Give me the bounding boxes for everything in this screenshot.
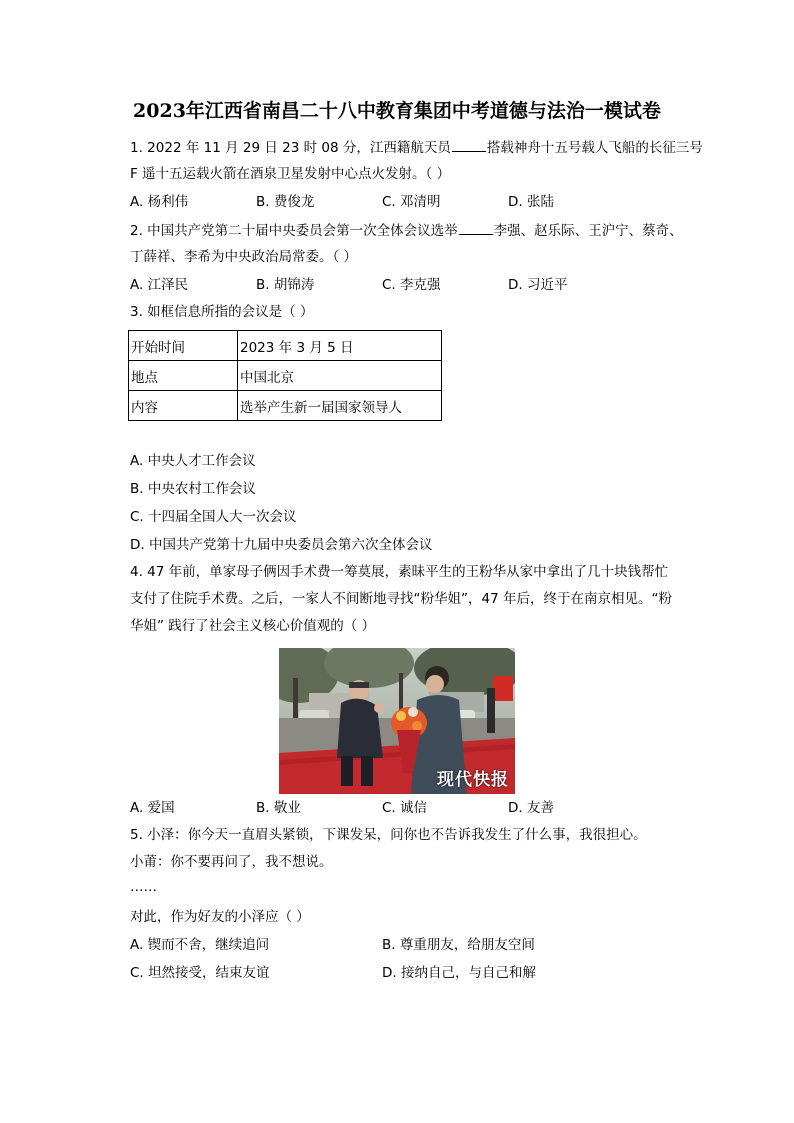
q5-option-a: A. 锲而不舍，继续追问 xyxy=(130,937,270,953)
table-row xyxy=(129,331,442,361)
table-row xyxy=(129,361,442,391)
question-2-text-b: 李强、赵乐际、王沪宁、蔡奇、 xyxy=(493,223,683,239)
question-1-text-a: 1. 2022 年 11 月 29 日 23 时 08 分，江西籍航天员 xyxy=(130,140,451,156)
question-5-line-3: …… xyxy=(130,879,157,895)
q3-option-b: B. 中央农村工作会议 xyxy=(130,481,256,497)
question-5-line-1: 5. 小泽：你今天一直眉头紧锁，下课发呆，问你也不告诉我发生了什么事，我很担心。 xyxy=(130,827,647,843)
q4-option-c: C. 诚信 xyxy=(382,800,428,816)
question-2-line-2: 丁薛祥、李希为中央政治局常委。（ ） xyxy=(130,249,358,265)
q2-option-d: D. 习近平 xyxy=(508,277,568,293)
question-3-line-1: 3. 如框信息所指的会议是（ ） xyxy=(130,304,314,320)
table-row xyxy=(129,391,442,421)
info-table xyxy=(128,330,442,421)
table-value: 选举产生新一届国家领导人 xyxy=(238,391,442,421)
table-key: 开始时间 xyxy=(129,331,238,361)
q3-option-c: C. 十四届全国人大一次会议 xyxy=(130,509,297,525)
news-photo xyxy=(279,648,515,794)
q5-option-c: C. 坦然接受，结束友谊 xyxy=(130,965,270,981)
question-4-line-3: 华姐” 践行了社会主义核心价值观的（ ） xyxy=(130,618,376,634)
q5-option-b: B. 尊重朋友，给朋友空间 xyxy=(382,937,535,953)
q1-option-c: C. 邓清明 xyxy=(382,194,441,210)
question-5-line-4: 对此，作为好友的小泽应（ ） xyxy=(130,909,310,925)
q3-option-a: A. 中央人才工作会议 xyxy=(130,453,256,469)
q2-option-c: C. 李克强 xyxy=(382,277,441,293)
question-5-line-2: 小莆：你不要再问了，我不想说。 xyxy=(130,854,333,870)
table-key: 地点 xyxy=(129,361,238,391)
q4-option-a: A. 爱国 xyxy=(130,800,175,816)
table-value: 中国北京 xyxy=(238,361,442,391)
answer-blank xyxy=(452,138,486,152)
q1-option-a: A. 杨利伟 xyxy=(130,194,189,210)
question-2-line-1 xyxy=(130,221,683,240)
question-2-text-a: 2. 中国共产党第二十届中央委员会第一次全体会议选举 xyxy=(130,223,458,239)
q1-option-d: D. 张陆 xyxy=(508,194,554,210)
q5-option-d: D. 接纳自己，与自己和解 xyxy=(382,965,536,981)
table-key: 内容 xyxy=(129,391,238,421)
q2-option-a: A. 江泽民 xyxy=(130,277,189,293)
question-1-line-1 xyxy=(130,138,703,157)
question-4-line-1: 4. 47 年前，单家母子俩因手术费一筹莫展，素昧平生的王粉华从家中拿出了几十块钱帮忙 xyxy=(130,564,669,580)
q3-option-d: D. 中国共产党第十九届中央委员会第六次全体会议 xyxy=(130,537,433,553)
q2-option-b: B. 胡锦涛 xyxy=(256,277,315,293)
question-1-line-2: F 遥十五运载火箭在酒泉卫星发射中心点火发射。（ ） xyxy=(130,166,451,182)
question-1-text-b: 搭载神舟十五号载人飞船的长征三号 xyxy=(486,140,703,156)
q4-option-b: B. 敬业 xyxy=(256,800,301,816)
q4-option-d: D. 友善 xyxy=(508,800,554,816)
question-4-line-2: 支付了住院手术费。之后，一家人不间断地寻找“粉华姐”，47 年后，终于在南京相见。“粉 xyxy=(130,591,672,607)
photo-watermark: 现代快报 xyxy=(437,770,509,790)
page-title: 2023年江西省南昌二十八中教育集团中考道德与法治一模试卷 xyxy=(133,100,661,122)
answer-blank xyxy=(459,221,493,235)
q1-option-b: B. 费俊龙 xyxy=(256,194,315,210)
table-value: 2023 年 3 月 5 日 xyxy=(238,331,442,361)
